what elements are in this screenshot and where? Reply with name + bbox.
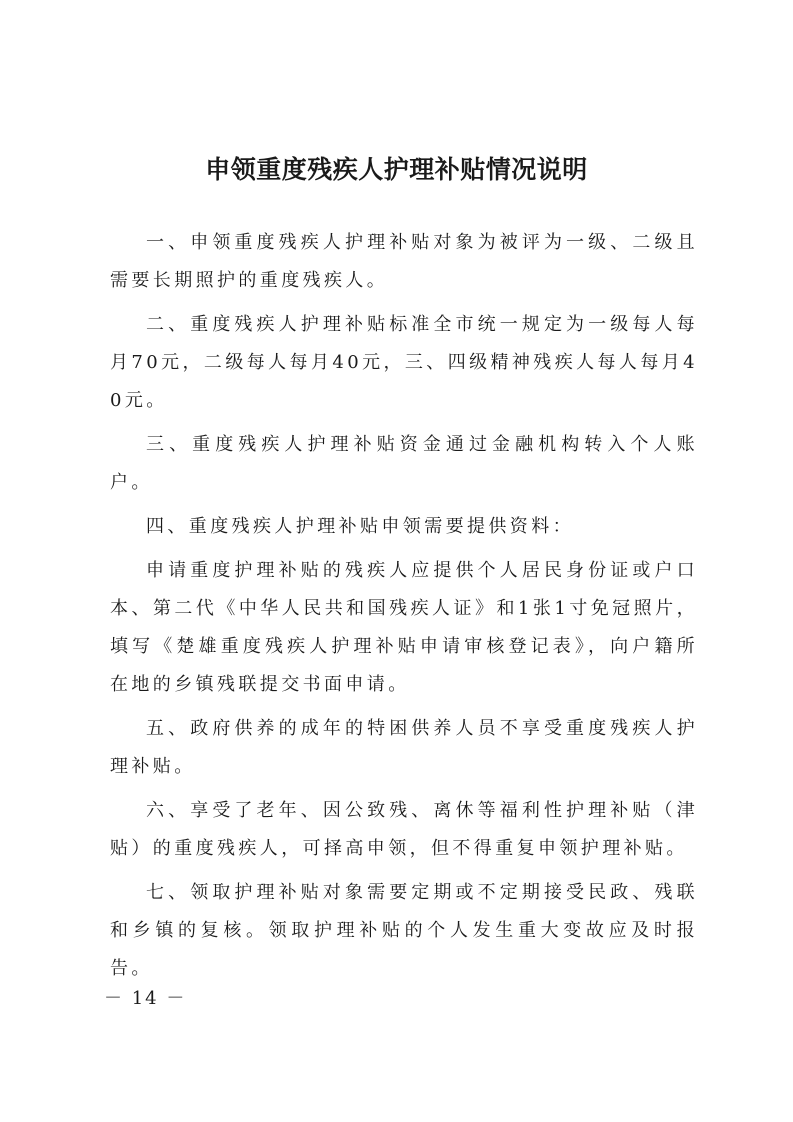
page-number: － 14 －	[104, 988, 187, 1009]
paragraph-1: 一、申领重度残疾人护理补贴对象为被评为一级、二级且需要长期照护的重度残疾人。	[110, 232, 698, 291]
paragraph-2: 二、重度残疾人护理补贴标准全市统一规定为一级每人每月70元，二级每人每月40元，三、四级精神残疾人每人每月40元。	[110, 314, 698, 411]
paragraph-4: 四、重度残疾人护理补贴申领需要提供资料：	[146, 516, 574, 537]
paragraph-3: 三、重度残疾人护理补贴资金通过金融机构转入个人账户。	[110, 434, 698, 493]
document-title: 申领重度残疾人护理补贴情况说明	[205, 155, 588, 184]
paragraph-5: 申请重度护理补贴的残疾人应提供个人居民身份证或户口本、第二代《中华人民共和国残疾人证》和1张1寸免冠照片，填写《楚雄重度残疾人护理补贴申请审核登记表》，向户籍所在地的乡镇残联提交书面申请。	[110, 560, 698, 695]
paragraph-6: 五、政府供养的成年的特困供养人员不享受重度残疾人护理补贴。	[110, 718, 698, 777]
paragraph-7: 六、享受了老年、因公致残、离休等福利性护理补贴（津贴）的重度残疾人，可择高申领，但不得重复申领护理补贴。	[110, 800, 698, 859]
document-body	[110, 224, 698, 994]
paragraph-8: 七、领取护理补贴对象需要定期或不定期接受民政、残联和乡镇的复核。领取护理补贴的个人发生重大变故应及时报告。	[110, 882, 698, 979]
